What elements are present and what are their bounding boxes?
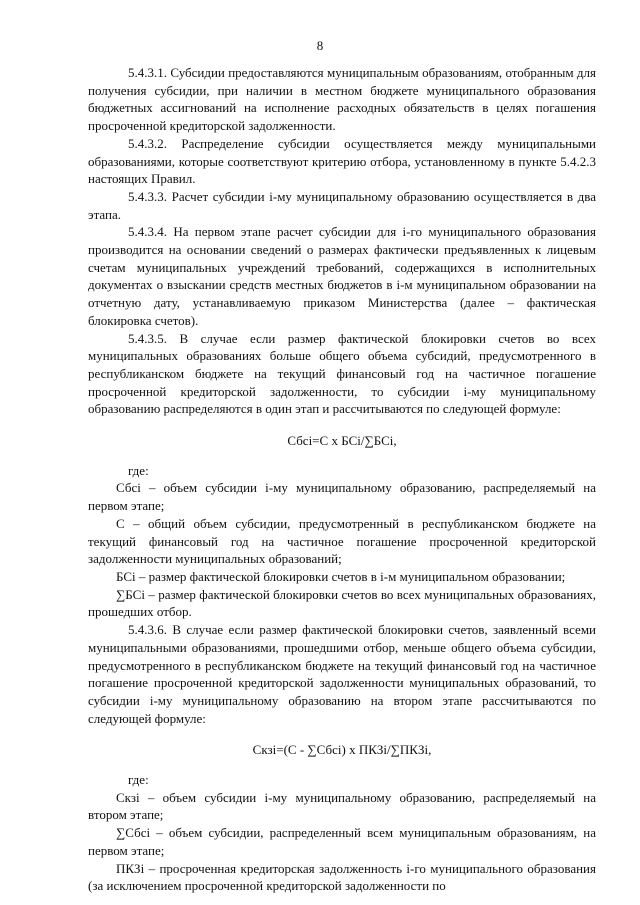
paragraph-5-4-3-5: 5.4.3.5. В случае если размер фактической блокировки счетов во всех муниципальных образованиях больше общего объема субсидий, предусмотренного в республиканском бюджете на текущий финансовый год на частичное погашение просроченной кредиторской задолженности, то субсидии i-му муниципальному образованию распределяются в один этап и рассчитываются по следующей формуле: [88,330,596,417]
where-label-1: где: [128,462,149,478]
definition-skzi: Скзi – объем субсидии i-му муниципальному образованию, распределяемый на втором этапе; [88,789,596,823]
paragraph-5-4-3-4: 5.4.3.4. На первом этапе расчет субсидии для i-го муниципального образования производится на основании сведений о размерах фактически предъявленных к лицевым счетам муниципальных учреждений требований, содержащихся в исполнительных документах о взыскании средств местных бюджетов в i-м муниципальном образовании на отчетную дату, устанавливаемую приказом Министерства (далее – фактическая блокировка счетов). [88,224,596,328]
paragraph-5-4-3-2: 5.4.3.2. Распределение субсидии осуществляется между муниципальными образованиями, которые соответствуют критерию отбора, установленному в пункте 5.4.2.3 настоящих Правил. [88,135,596,187]
definition-pkzi: ПКЗi – просроченная кредиторская задолженность i-го муниципального образования (за исключением просроченной кредиторской задолженности по [88,860,596,894]
definition-sum-sbsi: ∑Сбсi – объем субсидии, распределенный всем муниципальным образованиям, на первом этапе; [88,825,596,858]
formula-first-stage: Сбсi=С х БСi/∑БСi, [287,433,397,449]
definition-sbsi: Сбсi – объем субсидии i-му муниципальному образованию, распределяемый на первом этапе; [88,480,596,514]
paragraph-5-4-3-3: 5.4.3.3. Расчет субсидии i-му муниципальному образованию осуществляется в два этапа. [88,188,596,222]
page-number: 8 [316,38,324,53]
where-label-2: где: [128,772,149,788]
paragraph-5-4-3-6: 5.4.3.6. В случае если размер фактической блокировки счетов, заявленный всеми муниципальными образованиями, прошедшими отбор, меньше общего объема субсидии, предусмотренного в республиканском бюджете на текущий финансовый год на частичное погашение просроченной кредиторской задолженности муниципальных образований, то субсидии i-му муниципальному образованию на втором этапе рассчитываются по следующей формуле: [88,622,596,726]
definition-sum-bsi: ∑БСi – размер фактической блокировки счетов во всех муниципальных образованиях, прошедших отбор. [88,586,596,620]
definition-bsi: БСi – размер фактической блокировки счетов в i-м муниципальном образовании; [116,568,566,584]
paragraph-5-4-3-1: 5.4.3.1. Субсидии предоставляются муниципальным образованиям, отобранным для получения субсидии, при наличии в местном бюджете муниципального образования бюджетных ассигнований на исполнение расходных обязательств в целях погашения просроченной кредиторской задолженности. [88,65,596,134]
definition-c: С – общий объем субсидии, предусмотренный в республиканском бюджете на текущий финансовый год на частичное погашение просроченной кредиторской задолженности муниципальных образований; [88,515,596,567]
formula-second-stage: Скзi=(С - ∑Сбсi) х ПКЗi/∑ПКЗi, [252,742,432,758]
document-body [88,64,596,895]
